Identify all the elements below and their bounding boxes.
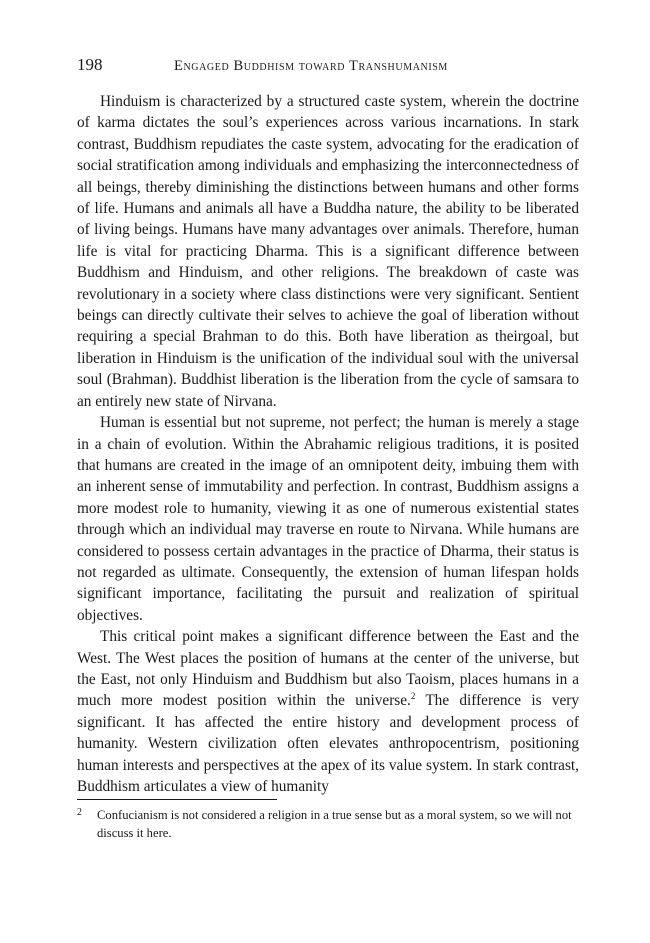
footnote-number: 2 bbox=[77, 807, 82, 818]
body-text bbox=[77, 91, 579, 797]
paragraph-1: Hinduism is characterized by a structured caste system, wherein the doctrine of karma dictates the soul’s experiences across various incarnations. In stark contrast, Buddhism repudiates the caste system, advocating for the eradication of social stratification among individuals and emphasizing the interconnectedness of all beings, thereby diminishing the distinctions between humans and other forms of life. Humans and animals all have a Buddha nature, the ability to be liberated of living beings. Humans have many advantages over animals. Therefore, human life is vital for practicing Dharma. This is a significant difference between Buddhism and Hinduism, and other religions. The breakdown of caste was revolutionary in a society where class distinctions were very significant. Sentient beings can directly cultivate their selves to achieve the goal of liberation without requiring a special Brahman to do this. Both have liberation as theirgoal, but liberation in Hinduism is the unification of the individual soul with the universal soul (Brahman). Buddhist liberation is the liberation from the cycle of samsara to an entirely new state of Nirvana. bbox=[77, 93, 579, 410]
footnote-text: Confucianism is not considered a religion in a true sense but as a moral system, so we will not discuss it here. bbox=[97, 808, 572, 840]
page-number: 198 bbox=[77, 55, 103, 74]
running-header-title: Engaged Buddhism toward Transhumanism bbox=[174, 58, 448, 74]
paragraph-2: Human is essential but not supreme, not perfect; the human is merely a stage in a chain of evolution. Within the Abrahamic religious traditions, it is posited that humans are created in the image of an omnipotent deity, imbuing them with an inherent sense of immutability and perfection. In contrast, Buddhism assigns a more modest role to humanity, viewing it as one of numerous existential states through which an individual may traverse en route to Nirvana. While humans are considered to possess certain advantages in the practice of Dharma, their status is not regarded as ultimate. Consequently, the extension of human lifespan holds significant importance, facilitating the pursuit and realization of spiritual objectives. bbox=[77, 414, 579, 624]
book-page bbox=[77, 0, 579, 943]
paragraph-3-text: This critical point makes a significant difference between the East and the West. The West places the position of humans at the center of the universe, but the East, not only Hinduism and Buddhism but also Taoism, places humans in a much more modest position within the universe. bbox=[77, 628, 579, 710]
paragraph-3 bbox=[77, 626, 579, 797]
paragraph-3-continuation: The difference is very significant. It has affected the entire history and development process of humanity. Western civilization often elevates anthropocentrism, positioning human interests and perspectives at the apex of its value system. In stark contrast, Buddhism articulates a view of humanity bbox=[77, 692, 579, 795]
footnote bbox=[77, 806, 579, 842]
running-head bbox=[77, 54, 579, 76]
footnote-divider bbox=[77, 799, 277, 800]
footnote-reference[interactable]: 2 bbox=[410, 691, 416, 702]
